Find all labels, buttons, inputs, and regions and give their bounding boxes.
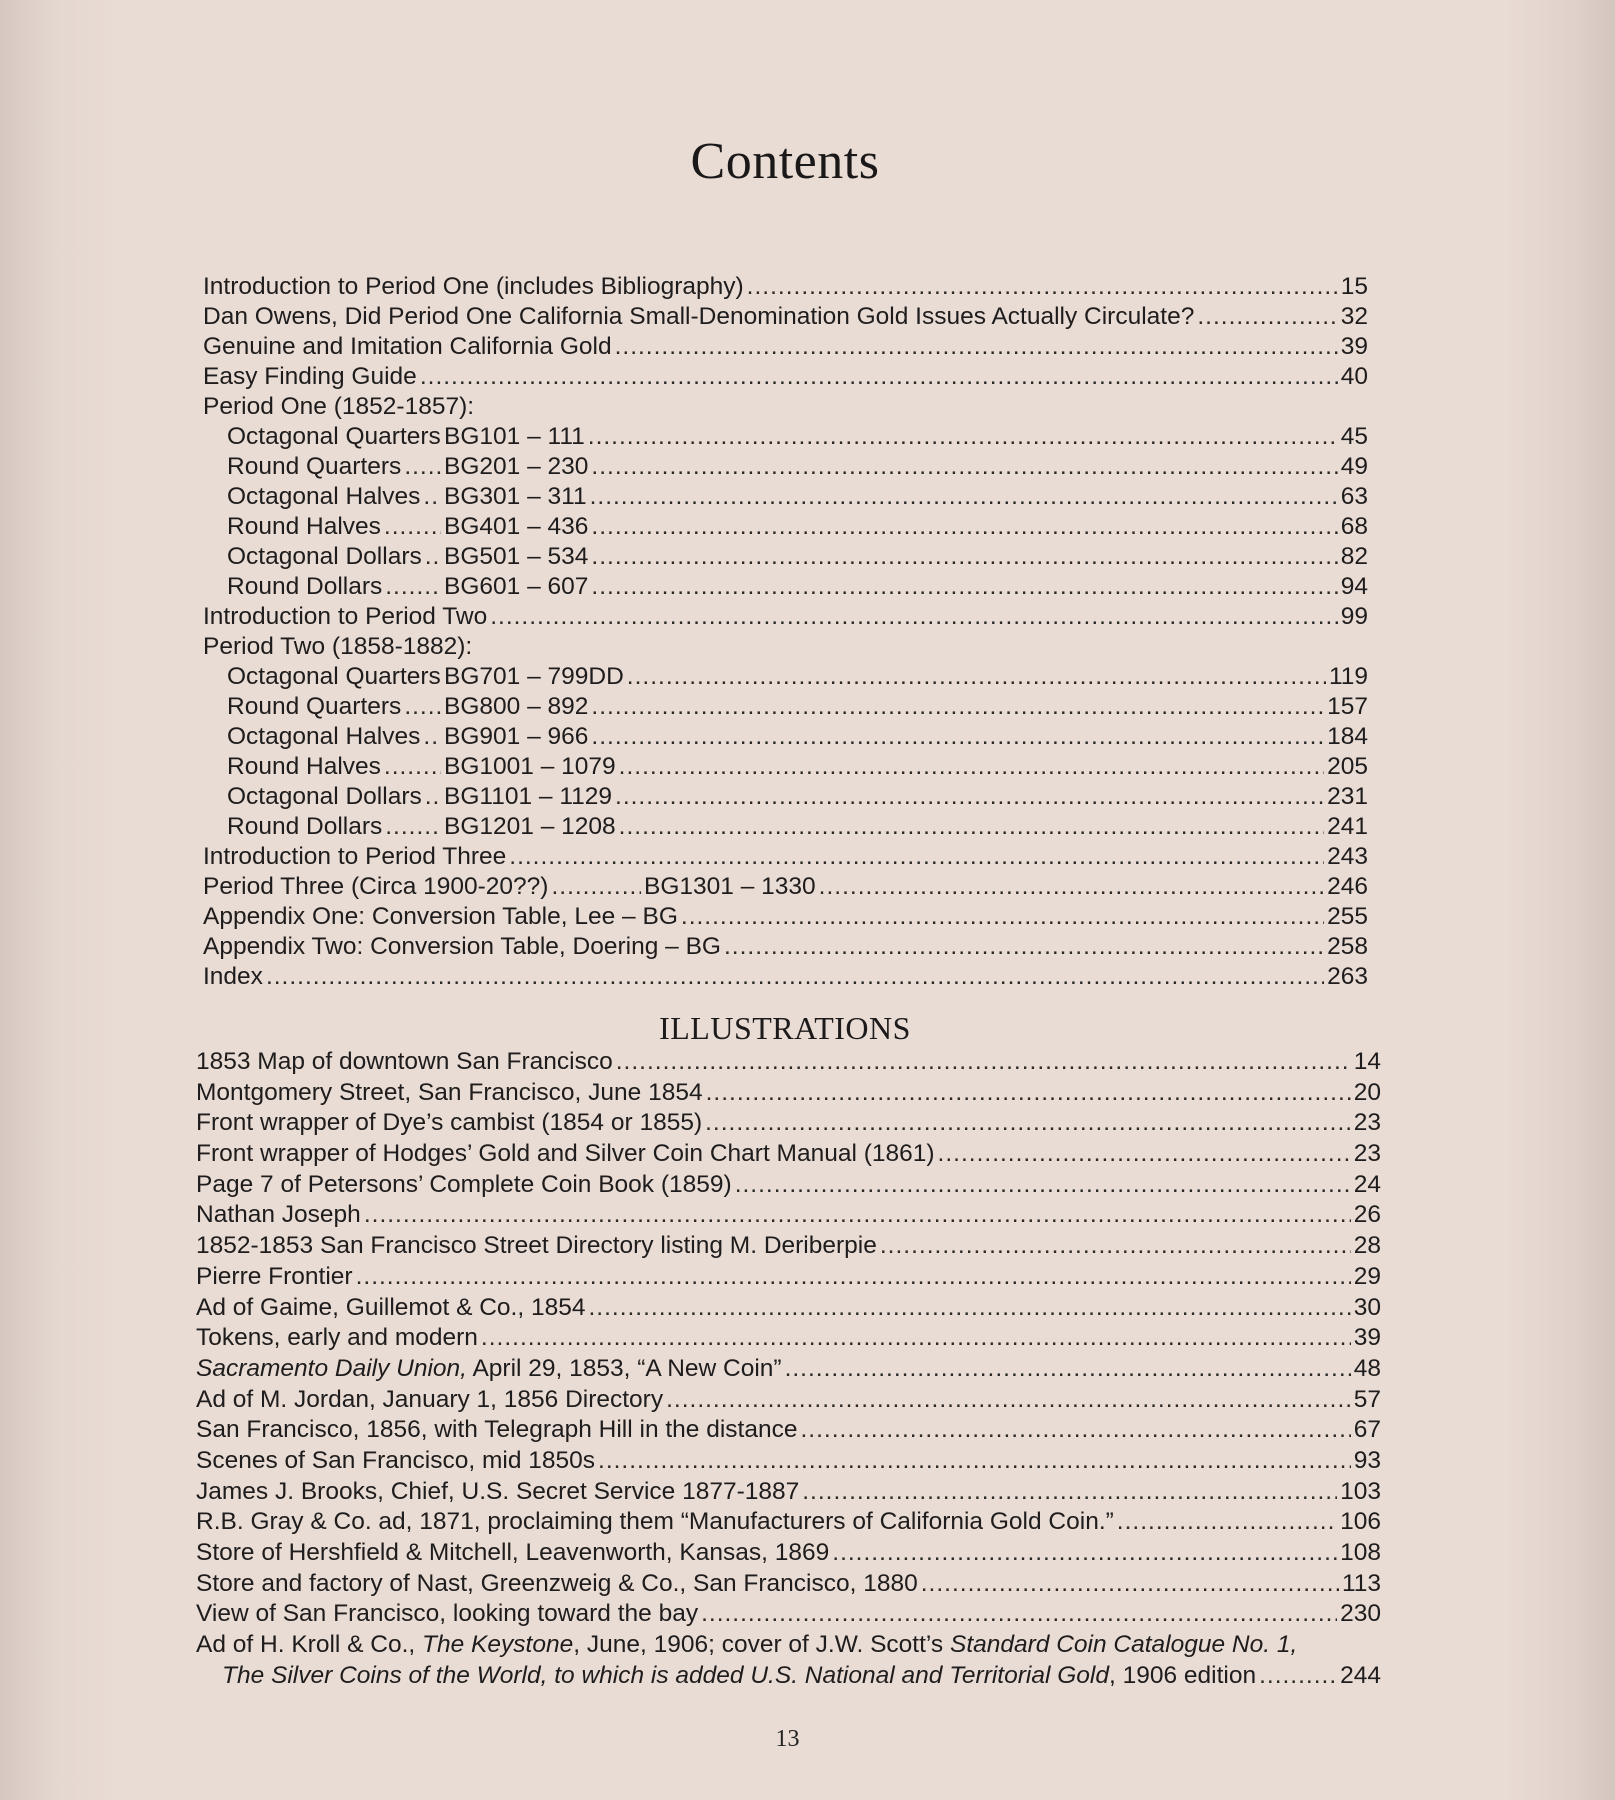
toc-entry[interactable]	[203, 662, 1368, 692]
dot-leader	[591, 722, 1324, 752]
toc-entry-label: Index	[203, 963, 263, 990]
toc-entry[interactable]	[203, 572, 1368, 602]
illustration-label-part: , 1906 edition	[1108, 1661, 1257, 1689]
dot-leader	[423, 722, 441, 752]
illustration-label: San Francisco, 1856, with Telegraph Hill in the distance	[196, 1416, 798, 1444]
illustrations-list	[196, 1047, 1381, 1691]
toc-entry-label	[227, 452, 444, 482]
illustration-label: View of San Francisco, looking toward the bay	[196, 1600, 699, 1628]
illustration-label: R.B. Gray & Co. ad, 1871, proclaiming them “Manufacturers of California Gold Coin.”	[196, 1508, 1114, 1536]
illustration-label: Front wrapper of Hodges’ Gold and Silver Coin Chart Manual (1861)	[196, 1140, 935, 1168]
toc-entry-code: BG201 – 230	[444, 453, 589, 480]
illustration-page: 106	[1340, 1508, 1381, 1536]
illustration-label: 1852-1853 San Francisco Street Directory listing M. Deriberpie	[196, 1232, 877, 1260]
toc-entry[interactable]	[203, 692, 1368, 722]
illustration-page: 24	[1353, 1170, 1381, 1198]
dot-leader	[938, 1139, 1351, 1170]
toc-entry-page: 157	[1327, 693, 1368, 720]
dot-leader	[880, 1231, 1351, 1262]
toc-entry[interactable]	[203, 362, 1368, 392]
illustration-label: Tokens, early and modern	[196, 1324, 478, 1352]
toc-entry-page: 15	[1340, 273, 1368, 300]
toc-entry-label: Introduction to Period Two	[203, 603, 488, 630]
illustration-entry-line2[interactable]	[196, 1661, 1381, 1692]
toc-entry[interactable]	[203, 902, 1368, 932]
illustration-page: 93	[1353, 1446, 1381, 1474]
publication-title: The Keystone	[422, 1631, 574, 1659]
dot-leader	[1259, 1661, 1337, 1692]
toc-entry-page: 119	[1328, 663, 1368, 690]
toc-entry-page: 63	[1340, 483, 1368, 510]
illustration-page: 14	[1353, 1048, 1381, 1075]
dot-leader	[425, 782, 441, 812]
illustration-page: 23	[1353, 1109, 1381, 1137]
dot-leader	[384, 512, 441, 542]
toc-entry[interactable]	[203, 332, 1368, 362]
dot-leader	[666, 1385, 1351, 1416]
illustration-entry[interactable]	[196, 1599, 1381, 1630]
dot-leader	[785, 1354, 1351, 1385]
publication-title: Standard Coin Catalogue No. 1,	[949, 1631, 1298, 1659]
dot-leader	[591, 452, 1337, 482]
dot-leader	[802, 1477, 1337, 1508]
dot-leader	[591, 692, 1324, 722]
toc-entry-title: Octagonal Dollars	[227, 783, 422, 810]
dot-leader	[591, 512, 1337, 542]
toc-entry-label: Genuine and Imitation California Gold	[203, 333, 612, 360]
toc-entry-label	[227, 722, 444, 752]
toc-entry-code: BG501 – 534	[444, 543, 589, 570]
dot-leader	[423, 482, 441, 512]
toc-entry-label: Period One (1852-1857):	[203, 393, 475, 420]
illustration-entry[interactable]	[196, 1446, 1381, 1477]
toc-entry-code: BG1301 – 1330	[644, 873, 816, 900]
publication-title: Sacramento Daily Union,	[196, 1354, 467, 1382]
dot-leader	[615, 782, 1324, 812]
illustration-entry[interactable]	[196, 1354, 1381, 1385]
dot-leader	[385, 572, 441, 602]
illustration-page: 108	[1340, 1539, 1381, 1566]
toc-entry-label	[227, 752, 444, 782]
toc-entry[interactable]	[203, 512, 1368, 542]
illustration-page: 39	[1353, 1324, 1381, 1352]
toc-entry-label	[227, 542, 444, 572]
toc-entry-title: Octagonal Quarters	[227, 423, 441, 450]
toc-entry-title: Octagonal Halves	[227, 483, 421, 510]
illustration-entry[interactable]	[196, 1139, 1381, 1170]
toc-entry[interactable]	[203, 542, 1368, 572]
toc-entry-page: 258	[1327, 933, 1368, 960]
toc-entry-label	[227, 422, 444, 452]
illustration-label: Ad of M. Jordan, January 1, 1856 Directory	[196, 1385, 664, 1413]
dot-leader	[356, 1262, 1351, 1293]
dot-leader	[384, 752, 441, 782]
toc-entry[interactable]	[203, 302, 1368, 332]
toc-entry-label: Easy Finding Guide	[203, 363, 417, 390]
toc-entry[interactable]	[203, 962, 1368, 992]
toc-entry[interactable]	[203, 932, 1368, 962]
toc-entry-label	[227, 662, 444, 692]
illustration-page: 23	[1353, 1140, 1381, 1168]
illustration-page: 48	[1353, 1354, 1381, 1382]
toc-entry-title: Round Quarters	[227, 453, 402, 480]
toc-entry[interactable]	[203, 782, 1368, 812]
illustration-entry[interactable]	[196, 1078, 1381, 1109]
dot-leader	[551, 872, 641, 902]
toc-entry-page: 184	[1327, 723, 1368, 750]
toc-entry-page: 231	[1327, 783, 1368, 810]
illustration-entry[interactable]	[196, 1538, 1381, 1569]
dot-leader	[921, 1569, 1339, 1600]
toc-entry-page: 32	[1340, 303, 1368, 330]
toc-entry-title: Round Dollars	[227, 813, 383, 840]
dot-leader	[598, 1446, 1351, 1477]
toc-entry-label	[203, 872, 644, 902]
toc-entry-page: 205	[1327, 753, 1368, 780]
page-gutter-shadow	[0, 0, 120, 1800]
toc-entry[interactable]	[203, 482, 1368, 512]
illustration-label: Ad of Gaime, Guillemot & Co., 1854	[196, 1293, 586, 1321]
toc-entry-code: BG1001 – 1079	[444, 753, 616, 780]
toc-entry-code: BG1101 – 1129	[444, 783, 613, 810]
illustration-label: Store of Hershfield & Mitchell, Leavenworth, Kansas, 1869	[196, 1539, 830, 1566]
toc-entry-title: Octagonal Dollars	[227, 543, 422, 570]
toc-entry-page: 243	[1327, 843, 1368, 870]
dot-leader	[681, 902, 1324, 932]
dot-leader	[420, 362, 1338, 392]
dot-leader	[1197, 302, 1337, 332]
toc-entry-page: 99	[1340, 603, 1368, 630]
dot-leader	[615, 332, 1338, 362]
illustration-label: Pierre Frontier	[196, 1262, 353, 1290]
toc-entry-page: 49	[1340, 453, 1368, 480]
toc-entry-label	[227, 572, 444, 602]
illustration-entry[interactable]	[196, 1231, 1381, 1262]
toc-entry-page: 263	[1327, 963, 1368, 990]
toc-entry-code: BG800 – 892	[444, 693, 589, 720]
toc-entry-title: Round Halves	[227, 513, 381, 540]
toc-entry-page: 39	[1340, 333, 1368, 360]
illustration-entry[interactable]	[196, 1262, 1381, 1293]
toc-entry-code: BG101 – 111	[444, 423, 585, 450]
dot-leader	[266, 962, 1324, 992]
toc-entry-label: Introduction to Period One (includes Bibliography)	[203, 273, 744, 300]
toc-entry-label	[227, 692, 444, 722]
dot-leader	[364, 1200, 1351, 1231]
toc-entry-page: 45	[1340, 423, 1368, 450]
illustration-label	[196, 1630, 1297, 1661]
toc-entry-title: Round Halves	[227, 753, 381, 780]
dot-leader	[619, 812, 1324, 842]
toc-entry-label	[227, 782, 444, 812]
illustration-entry-line1[interactable]	[196, 1630, 1381, 1661]
toc-section-heading	[203, 392, 1368, 422]
toc-entry-page: 94	[1340, 573, 1368, 600]
illustration-label: 1853 Map of downtown San Francisco	[196, 1048, 613, 1075]
illustration-entry[interactable]	[196, 1170, 1381, 1201]
publication-title: The Silver Coins of the World, to which is added U.S. National and Territorial Gold	[222, 1661, 1109, 1689]
illustrations-heading: ILLUSTRATIONS	[659, 1010, 911, 1046]
toc-entry[interactable]	[203, 422, 1368, 452]
dot-leader	[619, 752, 1324, 782]
toc-section-heading	[203, 632, 1368, 662]
illustration-page: 57	[1353, 1385, 1381, 1413]
illustration-page: 67	[1353, 1416, 1381, 1444]
dot-leader	[706, 1078, 1351, 1109]
dot-leader	[509, 842, 1324, 872]
illustration-label-part: , June, 1906; cover of J.W. Scott’s	[573, 1631, 950, 1659]
dot-leader	[819, 872, 1324, 902]
toc-entry-page: 246	[1327, 873, 1368, 900]
toc-entry-code: BG701 – 799DD	[444, 663, 624, 690]
contents-list	[203, 272, 1368, 992]
toc-entry-label: Appendix One: Conversion Table, Lee – BG	[203, 903, 678, 930]
illustration-entry[interactable]	[196, 1507, 1381, 1538]
toc-entry-title: Round Quarters	[227, 693, 402, 720]
toc-entry[interactable]	[203, 842, 1368, 872]
toc-entry-page: 40	[1340, 363, 1368, 390]
toc-entry-code: BG301 – 311	[444, 483, 587, 510]
dot-leader	[588, 422, 1338, 452]
dot-leader	[591, 542, 1337, 572]
toc-entry-title: Period Three (Circa 1900-20??)	[203, 873, 549, 900]
toc-entry-code: BG401 – 436	[444, 513, 589, 540]
dot-leader	[591, 572, 1337, 602]
toc-entry-label: Introduction to Period Three	[203, 843, 507, 870]
illustration-label	[222, 1661, 1256, 1692]
toc-entry-page: 68	[1340, 513, 1368, 540]
toc-entry-code: BG1201 – 1208	[444, 813, 616, 840]
illustration-label: Scenes of San Francisco, mid 1850s	[196, 1446, 596, 1474]
toc-entry-label: Dan Owens, Did Period One California Small-Denomination Gold Issues Actually Circulate?	[203, 303, 1195, 330]
dot-leader	[627, 662, 1326, 692]
illustration-label-rest: April 29, 1853, “A New Coin”	[466, 1354, 782, 1382]
dot-leader	[616, 1047, 1351, 1078]
toc-entry[interactable]	[203, 812, 1368, 842]
dot-leader	[701, 1599, 1337, 1630]
dot-leader	[1117, 1507, 1337, 1538]
dot-leader	[801, 1415, 1351, 1446]
toc-entry-code: BG901 – 966	[444, 723, 589, 750]
illustration-entry[interactable]	[196, 1323, 1381, 1354]
page-title: Contents	[690, 133, 880, 190]
page-number: 13	[775, 1726, 800, 1752]
illustration-label: Montgomery Street, San Francisco, June 1854	[196, 1078, 703, 1106]
dot-leader	[735, 1170, 1351, 1201]
toc-entry[interactable]	[203, 602, 1368, 632]
illustration-entry[interactable]	[196, 1293, 1381, 1324]
toc-entry-page: 255	[1327, 903, 1368, 930]
dot-leader	[404, 452, 441, 482]
dot-leader	[481, 1323, 1351, 1354]
toc-entry-label: Period Two (1858-1882):	[203, 633, 473, 660]
toc-entry-label	[227, 512, 444, 542]
illustration-entry[interactable]	[196, 1385, 1381, 1416]
toc-entry[interactable]	[203, 872, 1368, 902]
dot-leader	[747, 272, 1338, 302]
toc-entry[interactable]	[203, 272, 1368, 302]
dot-leader	[724, 932, 1324, 962]
toc-entry[interactable]	[203, 722, 1368, 752]
dot-leader	[404, 692, 441, 722]
illustration-label: Store and factory of Nast, Greenzweig & Co., San Francisco, 1880	[196, 1569, 918, 1597]
illustration-page: 30	[1353, 1293, 1381, 1321]
illustration-entry[interactable]	[196, 1047, 1381, 1078]
illustration-page: 103	[1340, 1477, 1381, 1505]
illustration-page: 113	[1341, 1569, 1381, 1597]
dot-leader	[425, 542, 441, 572]
toc-entry-page: 82	[1340, 543, 1368, 570]
illustration-label: Page 7 of Petersons’ Complete Coin Book (1859)	[196, 1170, 732, 1198]
dot-leader	[590, 482, 1338, 512]
toc-entry-title: Round Dollars	[227, 573, 383, 600]
toc-entry-label	[227, 812, 444, 842]
illustration-entry[interactable]	[196, 1415, 1381, 1446]
toc-entry[interactable]	[203, 752, 1368, 782]
illustration-label: James J. Brooks, Chief, U.S. Secret Service 1877-1887	[196, 1477, 800, 1505]
illustration-page: 29	[1353, 1262, 1381, 1290]
toc-entry-title: Octagonal Quarters	[227, 663, 441, 690]
dot-leader	[832, 1538, 1337, 1569]
illustration-page: 26	[1353, 1201, 1381, 1229]
dot-leader	[588, 1293, 1350, 1324]
illustration-entry[interactable]	[196, 1200, 1381, 1231]
illustration-page: 28	[1353, 1232, 1381, 1260]
dot-leader	[705, 1108, 1351, 1139]
toc-entry[interactable]	[203, 452, 1368, 482]
illustration-entry[interactable]	[196, 1108, 1381, 1139]
illustration-page: 20	[1353, 1078, 1381, 1106]
page-edge-shadow	[1505, 0, 1615, 1800]
dot-leader	[490, 602, 1338, 632]
toc-entry-title: Octagonal Halves	[227, 723, 421, 750]
illustration-label	[196, 1354, 782, 1385]
illustration-page: 230	[1340, 1600, 1381, 1628]
illustration-label-part: Ad of H. Kroll & Co.,	[196, 1631, 423, 1659]
dot-leader	[385, 812, 441, 842]
illustration-page: 244	[1340, 1661, 1381, 1689]
toc-entry-label: Appendix Two: Conversion Table, Doering – BG	[203, 933, 721, 960]
toc-entry-code: BG601 – 607	[444, 573, 589, 600]
illustration-label: Nathan Joseph	[196, 1201, 361, 1229]
illustration-entry[interactable]	[196, 1569, 1381, 1600]
illustration-entry[interactable]	[196, 1477, 1381, 1508]
toc-entry-page: 241	[1327, 813, 1368, 840]
illustration-label: Front wrapper of Dye’s cambist (1854 or 1855)	[196, 1109, 703, 1137]
toc-entry-label	[227, 482, 444, 512]
